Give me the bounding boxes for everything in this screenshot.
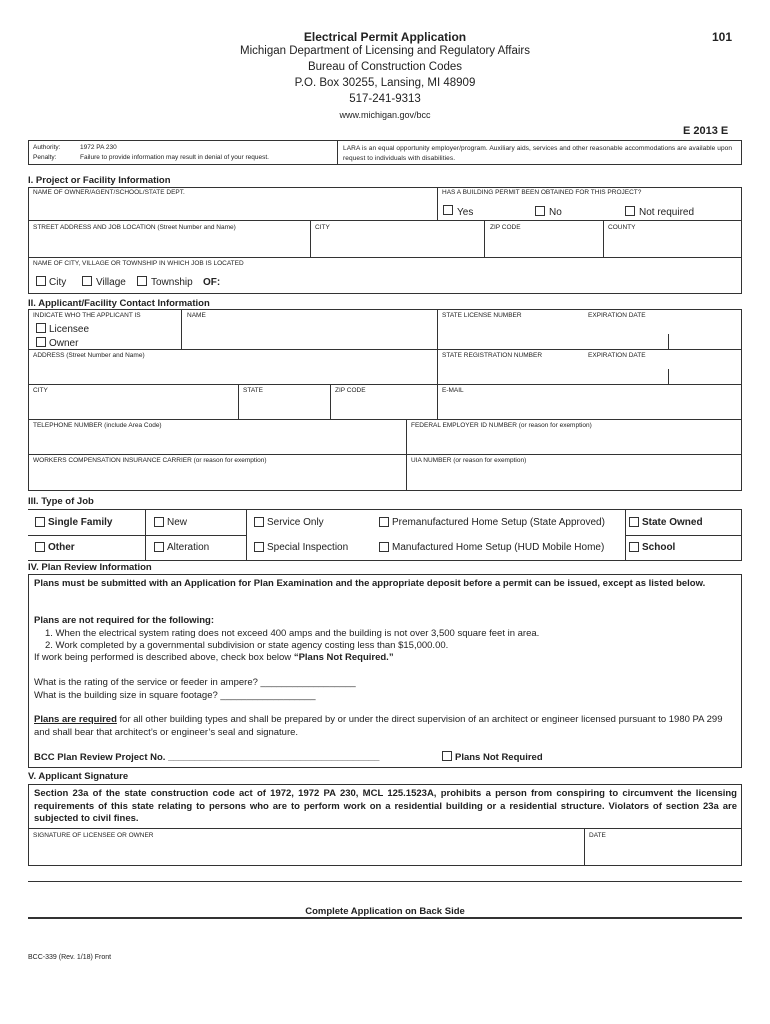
applicant-state-field[interactable] [239, 396, 330, 418]
telephone-field[interactable] [28, 431, 406, 453]
fein-label: FEDERAL EMPLOYER ID NUMBER (or reason for exemption) [411, 422, 592, 429]
date-label: DATE [589, 832, 606, 839]
owner-name-field[interactable] [28, 199, 436, 219]
street-address-field[interactable] [28, 234, 310, 256]
uia-field[interactable] [407, 466, 741, 490]
registration-expiration-field[interactable] [669, 361, 741, 383]
applicant-name-label: NAME [187, 312, 206, 319]
if-work-note [34, 652, 394, 663]
municipality-label: NAME OF CITY, VILLAGE OR TOWNSHIP IN WHICH JOB IS LOCATED [33, 260, 244, 267]
mailing-address: P.O. Box 30255, Lansing, MI 48909 [294, 77, 476, 89]
permit-no-label: No [549, 207, 562, 218]
workers-comp-label: WORKERS COMPENSATION INSURANCE CARRIER (or reason for exemption) [33, 457, 267, 464]
registration-number-field[interactable] [438, 361, 668, 383]
owner-checkbox[interactable] [36, 337, 46, 347]
signature-label: SIGNATURE OF LICENSEE OR OWNER [33, 832, 154, 839]
project-number-label: BCC Plan Review Project No. ________________________________________ [34, 752, 380, 763]
alteration-label: Alteration [167, 542, 210, 553]
other-label: Other [48, 542, 75, 553]
applicant-name-field[interactable] [182, 321, 437, 348]
not-required-heading: Plans are not required for the following: [34, 615, 214, 626]
applicant-city-field[interactable] [28, 396, 238, 418]
single-family-checkbox[interactable] [35, 517, 45, 527]
special-inspection-label: Special Inspection [267, 542, 349, 553]
form-number: 101 [712, 30, 733, 44]
city-label: CITY [315, 224, 330, 231]
alteration-checkbox[interactable] [154, 542, 164, 552]
owner-name-label: NAME OF OWNER/AGENT/SCHOOL/STATE DEPT. [33, 189, 185, 196]
service-only-label: Service Only [267, 517, 324, 528]
section-1-title: I. Project or Facility Information [28, 175, 171, 186]
service-only-checkbox[interactable] [254, 517, 264, 527]
section-2-title: II. Applicant/Facility Contact Information [28, 298, 210, 309]
authority-value: 1972 PA 230 [80, 144, 117, 151]
plans-required-text: for all other building types and shall be prepared by or under the direct supervision of an architect or engineer licensed pursuant to 1980 PA 299 and shall bear that architect’s or engineer’s seal and signature. [34, 714, 723, 738]
date-field[interactable] [585, 841, 741, 865]
section-5-title: V. Applicant Signature [28, 771, 129, 782]
license-number-field[interactable] [438, 321, 668, 348]
manufactured-checkbox[interactable] [379, 542, 389, 552]
registration-expiration-label: EXPIRATION DATE [588, 352, 646, 359]
agency-name: Michigan Department of Licensing and Regulatory Affairs [239, 45, 530, 57]
premanufactured-label: Premanufactured Home Setup (State Approved) [392, 517, 605, 528]
license-number-label: STATE LICENSE NUMBER [442, 312, 522, 319]
form-code: E 2013 E [683, 125, 729, 137]
if-work-prefix: If work being performed is described above, check box below [34, 652, 294, 663]
other-checkbox[interactable] [35, 542, 45, 552]
township-checkbox[interactable] [137, 276, 147, 286]
registration-number-label: STATE REGISTRATION NUMBER [442, 352, 543, 359]
plans-not-required-label: Plans Not Required [455, 752, 543, 763]
authority-label: Authority: [33, 144, 61, 151]
applicant-zip-label: ZIP CODE [335, 387, 366, 394]
state-owned-label: State Owned [642, 517, 703, 528]
county-label: COUNTY [608, 224, 636, 231]
applicant-type-label: INDICATE WHO THE APPLICANT IS [33, 312, 141, 319]
applicant-address-label: ADDRESS (Street Number and Name) [33, 352, 145, 359]
form-title: Electrical Permit Application [303, 30, 467, 44]
permit-yes-checkbox[interactable] [443, 205, 453, 215]
plans-required-note [34, 714, 738, 739]
school-label: School [642, 542, 676, 553]
fein-field[interactable] [407, 431, 741, 453]
exemption-item-1: 1. When the electrical system rating does not exceed 400 amps and the building is not over 3,500 square feet in area. [45, 628, 540, 639]
project-number-field[interactable] [180, 750, 410, 762]
service-rating-question: What is the rating of the service or feeder in ampere? __________________ [34, 677, 356, 688]
special-inspection-checkbox[interactable] [254, 542, 264, 552]
section-3-title: III. Type of Job [28, 496, 94, 507]
new-label: New [167, 517, 188, 528]
uia-label: UIA NUMBER (or reason for exemption) [411, 457, 527, 464]
village-option-label: Village [96, 277, 126, 288]
section-23a-statement: Section 23a of the state construction code act of 1972, 1972 PA 230, MCL 125.1523A, prohibits a person from conspiring to circumvent the licensing requirements of this state relating to persons who are to perform work on a residential building or a residential structure. Violators of section 23a are subjected to civil fines. [34, 788, 737, 824]
plans-not-required-checkbox[interactable] [442, 751, 452, 761]
street-address-label: STREET ADDRESS AND JOB LOCATION (Street Number and Name) [33, 224, 236, 231]
plan-review-intro: Plans must be submitted with an Application for Plan Examination and the appropriate deposit before a permit can be issued, except as listed below. [34, 578, 706, 589]
website-link[interactable]: www.michigan.gov/bcc [339, 110, 431, 120]
building-size-question: What is the building size in square footage? __________________ [34, 690, 316, 701]
city-checkbox[interactable] [36, 276, 46, 286]
applicant-address-field[interactable] [28, 361, 437, 383]
zip-code-label: ZIP CODE [490, 224, 521, 231]
plans-required-label: Plans are required [34, 714, 117, 725]
license-expiration-field[interactable] [669, 321, 741, 348]
county-field[interactable] [604, 234, 741, 256]
permit-yes-label: Yes [457, 207, 474, 218]
applicant-city-label: CITY [33, 387, 48, 394]
municipality-name-field[interactable] [226, 270, 740, 292]
zip-code-field[interactable] [485, 234, 603, 256]
service-rating-field[interactable] [278, 676, 382, 688]
city-option-label: City [49, 277, 67, 288]
exemption-item-2: 2. Work completed by a governmental subdivision or state agency costing less than $15,000.00. [45, 640, 449, 651]
penalty-value: Failure to provide information may result in denial of your request. [80, 154, 269, 161]
permit-no-checkbox[interactable] [535, 206, 545, 216]
owner-label: Owner [49, 338, 79, 349]
if-work-bold: “Plans Not Required.” [293, 652, 394, 663]
applicant-zip-field[interactable] [331, 396, 437, 418]
permit-not-required-label: Not required [639, 207, 695, 218]
applicant-email-field[interactable] [438, 396, 741, 418]
form-id: BCC-339 (Rev. 1/18) Front [28, 954, 112, 961]
telephone-label: TELEPHONE NUMBER (include Area Code) [33, 422, 162, 429]
single-family-label: Single Family [48, 517, 113, 528]
signature-field[interactable] [29, 841, 583, 865]
workers-comp-field[interactable] [28, 466, 406, 490]
of-label: OF: [203, 277, 221, 288]
permit-question: HAS A BUILDING PERMIT BEEN OBTAINED FOR THIS PROJECT? [442, 189, 642, 196]
licensee-checkbox[interactable] [36, 323, 46, 333]
lara-notice: LARA is an equal opportunity employer/program. Auxiliary aids, services and other reasonable accommodations are available upon request to individuals with disabilities. [343, 145, 733, 162]
manufactured-label: Manufactured Home Setup (HUD Mobile Home) [392, 542, 605, 553]
village-checkbox[interactable] [82, 276, 92, 286]
complete-back-side-note: Complete Application on Back Side [305, 906, 465, 917]
state-owned-checkbox[interactable] [629, 517, 639, 527]
phone-number: 517-241-9313 [349, 93, 421, 105]
bureau-name: Bureau of Construction Codes [307, 61, 463, 73]
building-size-field[interactable] [240, 689, 344, 701]
license-expiration-label: EXPIRATION DATE [588, 312, 646, 319]
applicant-state-label: STATE [243, 387, 263, 394]
section-4-title: IV. Plan Review Information [28, 562, 152, 573]
township-option-label: Township [151, 277, 193, 288]
premanufactured-checkbox[interactable] [379, 517, 389, 527]
city-field[interactable] [311, 234, 484, 256]
penalty-label: Penalty: [33, 154, 57, 161]
licensee-label: Licensee [49, 324, 90, 335]
new-checkbox[interactable] [154, 517, 164, 527]
school-checkbox[interactable] [629, 542, 639, 552]
applicant-email-label: E-MAIL [442, 387, 464, 394]
permit-not-required-checkbox[interactable] [625, 206, 635, 216]
